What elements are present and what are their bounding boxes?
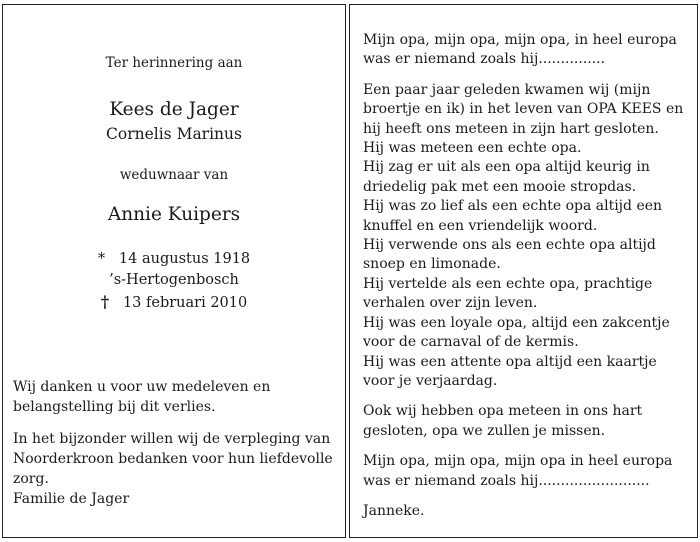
poem-line: Hij verwende ons als een echte opa altijd snoep en limonade. [363,237,656,273]
birth-line [3,249,345,270]
poem-line: Hij was meteen een echte opa. [363,140,582,157]
death-line [3,291,345,314]
deceased-full-name: Cornelis Marinus [106,125,242,143]
poem-paragraph-1: Mijn opa, mijn opa, mijn opa, in heel europa was er niemand zoals hij............... [363,32,677,68]
thanks-paragraph-2: In het bijzonder willen wij de verpleging van Noorderkroon bedanken voor hun liefdevolle zorg. [13,431,333,487]
poem-line: Hij was een loyale opa, altijd een zakcentje voor de carnaval of de kermis. [363,314,670,351]
poem-paragraph-2 [363,81,687,392]
poem-line: Een paar jaar geleden kwamen wij (mijn broertje en ik) in het leven van OPA KEES en hij heeft ons meteen in zijn hart gesloten. [363,81,684,137]
poem-line: Hij zag er uit als een opa altijd keurig in driedelig pak met een mooie stropdas. [363,159,650,195]
widow-label: weduwnaar van [119,167,229,183]
death-date: 13 februari 2010 [122,295,248,311]
birth-place: ’s-Hertogenbosch [109,272,239,288]
deceased-name: Kees de Jager [109,99,239,120]
family-signature: Familie de Jager [13,491,130,507]
poem-line: Hij was een attente opa altijd een kaartje voor je verjaardag. [363,353,657,389]
thanks-paragraph-1: Wij danken u voor uw medeleven en belangstelling bij dit verlies. [13,379,271,415]
poem [363,31,687,521]
poem-line: Hij was zo lief als een echte opa altijd een knuffel en een vriendelijk woord. [363,198,663,234]
birth-date: 14 augustus 1918 [118,251,251,267]
left-panel [2,4,346,538]
poem-line: Hij vertelde als een echte opa, prachtige verhalen over zijn leven. [363,275,653,312]
intro-text: Ter herinnering aan [105,55,243,71]
poem-paragraph-3: Ook wij hebben opa meteen in ons hart gesloten, opa we zullen je missen. [363,403,643,439]
spouse-name: Annie Kuipers [107,204,241,225]
poem-paragraph-4: Mijn opa, mijn opa, mijn opa in heel europa was er niemand zoals hij......................... [363,453,673,489]
birth-symbol: * [97,251,106,267]
right-panel [349,4,698,538]
cross-icon: † [100,292,110,311]
thanks-section [13,377,335,509]
life-dates [3,249,345,314]
poem-signature: Janneke. [363,502,425,519]
